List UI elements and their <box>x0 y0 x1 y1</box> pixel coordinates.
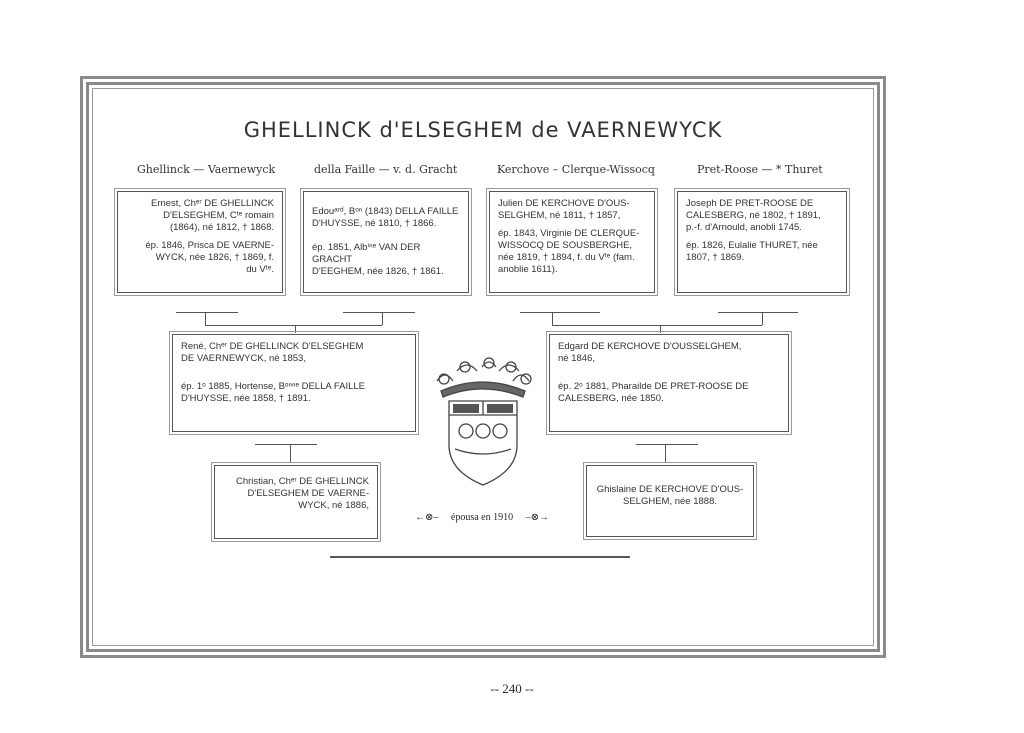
page-title: GHELLINCK d'ELSEGHEM de VAERNEWYCK <box>243 118 723 142</box>
gen1-pret-roose-wife: ép. 1826, Eulalie THURET, née 1807, † 1869. <box>686 240 818 263</box>
gen1-box-pret-roose <box>677 191 847 293</box>
connector-line <box>382 312 383 325</box>
coat-of-arms-icon <box>427 353 537 493</box>
connector-line <box>718 312 798 313</box>
page-number: -- 240 -- <box>490 681 534 696</box>
column-heading-pret-roose: Pret-Roose — * Thuret <box>697 163 823 176</box>
gen2-kerchove-husband: Edgard DE KERCHOVE D'OUSSELGHEM, né 1846, <box>558 341 742 364</box>
connector-line <box>552 312 553 325</box>
gen1-kerchove-wife: ép. 1843, Virginie DE CLERQUE- WISSOCQ DE SOUSBERGHE, née 1819, † 1894, f. du Vᵗᵉ (fam. anoblie 1611). <box>498 228 640 275</box>
connector-line <box>665 444 666 462</box>
connector-line <box>176 312 238 313</box>
gen2-box-ghellinck <box>172 334 416 432</box>
gen3-box-ghislaine <box>586 465 754 537</box>
gen1-box-ghellinck <box>117 191 283 293</box>
column-heading-della-faille: della Faille — v. d. Gracht <box>314 163 458 176</box>
gen1-della-faille-wife: ép. 1851, Albⁱⁿᵉ VAN DER GRACHT D'EEGHEM, née 1826, † 1861. <box>312 242 444 277</box>
gen3-box-christian <box>214 465 378 539</box>
gen2-ghellinck-husband: René, Chᵉʳ DE GHELLINCK D'ELSEGHEM DE VAERNEWYCK, né 1853, <box>181 341 364 364</box>
connector-line <box>343 312 415 313</box>
connector-line <box>290 444 291 462</box>
gen1-pret-roose-husband: Joseph DE PRET-ROOSE DE CALESBERG, né 1802, † 1891, p.-f. d'Arnould, anobli 1745. <box>686 198 821 233</box>
bottom-divider <box>330 556 630 558</box>
ornament-right: –⊗→ <box>525 512 549 523</box>
connector-line <box>520 312 600 313</box>
ornament-left: ←⊗– <box>415 512 439 523</box>
gen1-ghellinck-wife: ép. 1846, Prisca DE VAERNE- WYCK, née 1826, † 1869, f. du Vᵗᵉ. <box>145 240 274 275</box>
gen1-ghellinck-husband: Ernest, Chᵉʳ DE GHELLINCK D'ELSEGHEM, Cᵗᵉ romain (1864), né 1812, † 1868. <box>150 198 274 233</box>
connector-line <box>762 312 763 325</box>
gen3-christian-text: Christian, Chᵉʳ DE GHELLINCK D'ELSEGHEM DE VAERNE- WYCK, né 1886, <box>235 476 369 511</box>
column-heading-kerchove: Kerchove – Clerque-Wissocq <box>497 163 655 176</box>
gen3-ghislaine-text: Ghislaine DE KERCHOVE D'OUS- SELGHEM, née 1888. <box>596 484 744 507</box>
connector-line <box>205 312 206 325</box>
gen1-della-faille-husband: Edouᵃʳᵈ, Bᵒⁿ (1843) DELLA FAILLE D'HUYSSE, né 1810, † 1866. <box>312 206 459 229</box>
gen2-box-kerchove <box>549 334 789 432</box>
connector-line <box>255 444 317 445</box>
column-heading-ghellinck: Ghellinck — Vaernewyck <box>137 163 276 176</box>
connector-line <box>205 325 382 326</box>
marriage-text: épousa en 1910 <box>450 512 514 523</box>
connector-line <box>552 325 762 326</box>
gen2-kerchove-wife: ép. 2ᵒ 1881, Pharailde DE PRET-ROOSE DE CALESBERG, née 1850. <box>558 381 749 404</box>
connector-line <box>295 325 296 333</box>
gen1-kerchove-husband: Julien DE KERCHOVE D'OUS- SELGHEM, né 1811, † 1857, <box>498 198 630 221</box>
marriage-note <box>402 512 562 523</box>
gen1-box-kerchove <box>489 191 655 293</box>
gen2-ghellinck-wife: ép. 1ᵒ 1885, Hortense, Bᵒⁿⁿᵉ DELLA FAILLE D'HUYSSE, née 1858, † 1891. <box>181 381 365 404</box>
connector-line <box>636 444 698 445</box>
gen1-box-della-faille <box>303 191 469 293</box>
connector-line <box>660 325 661 333</box>
